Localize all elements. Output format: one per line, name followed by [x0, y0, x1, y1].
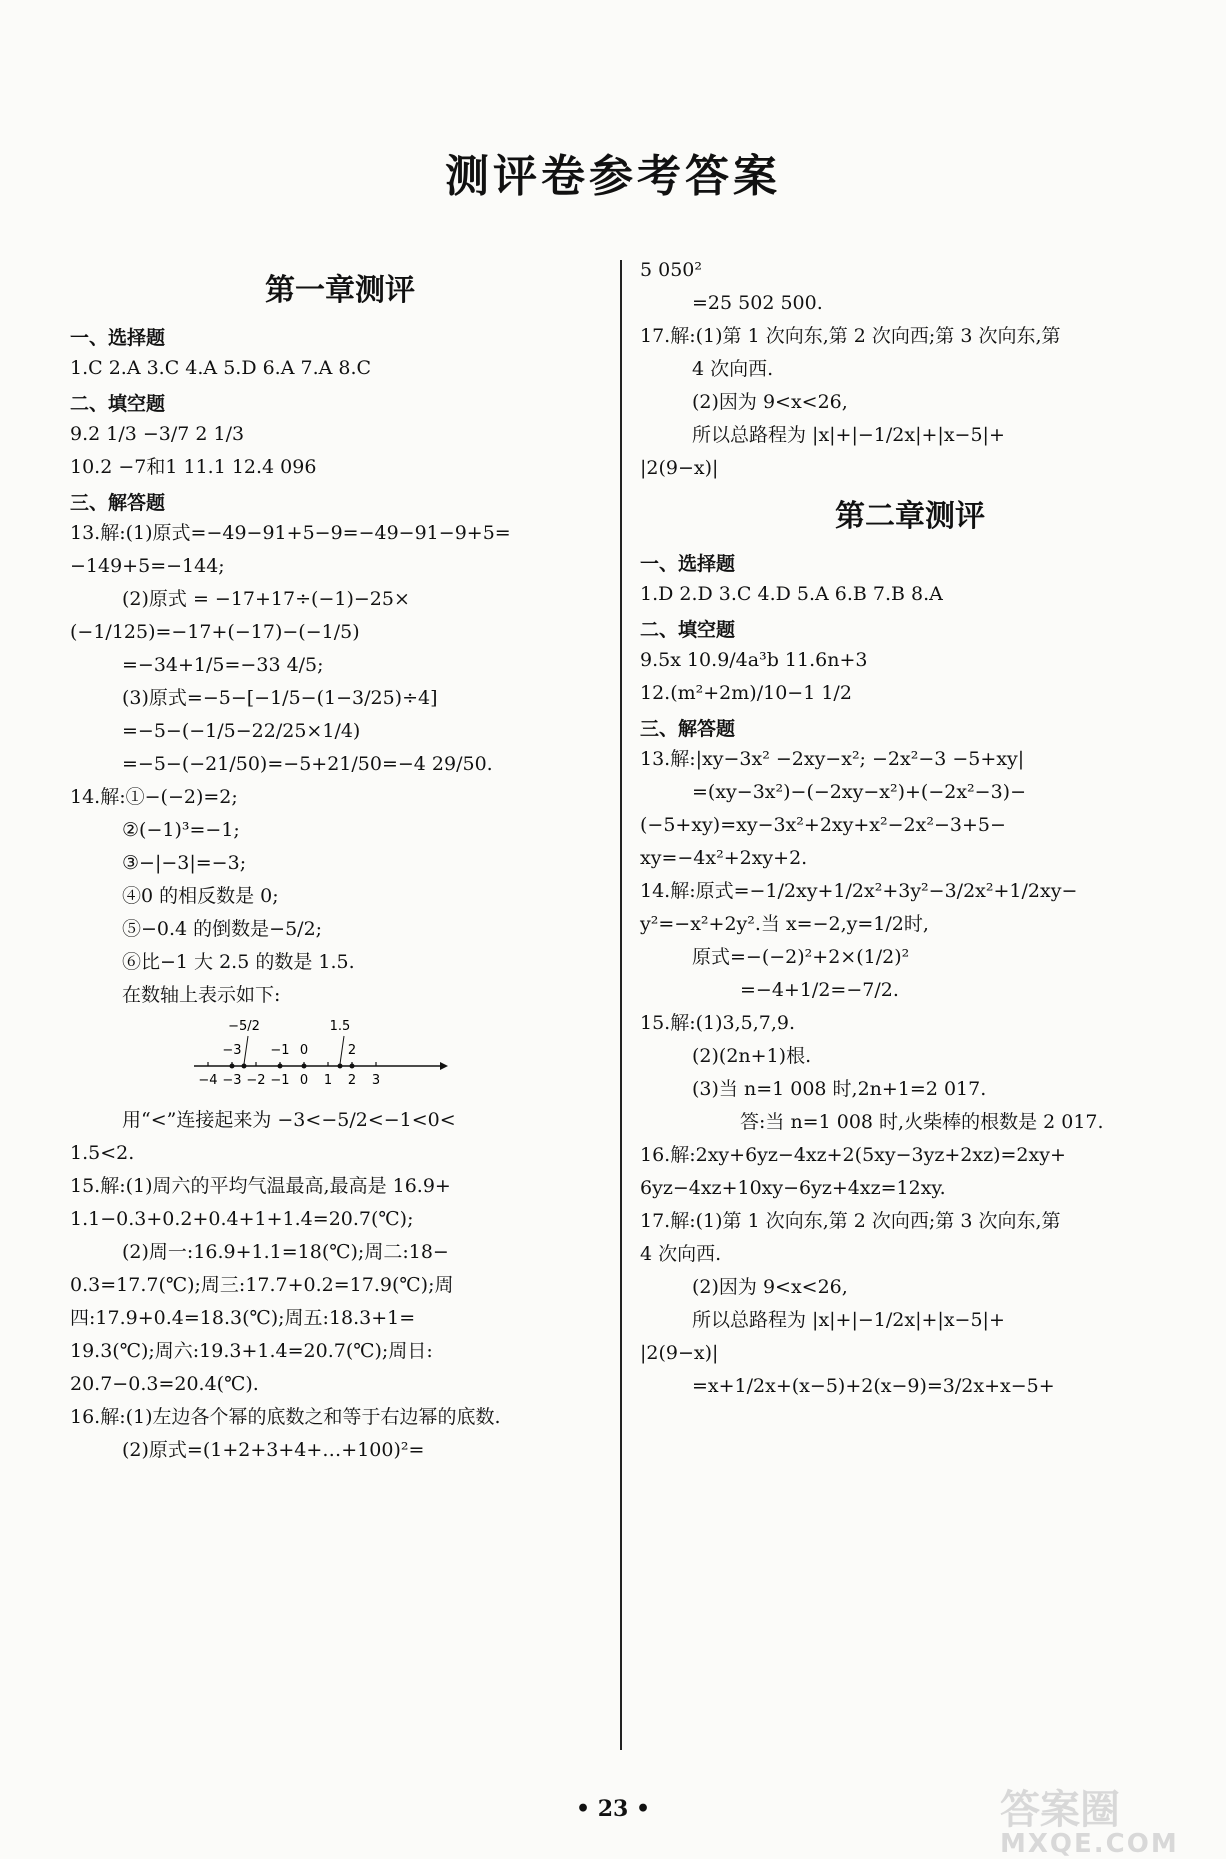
- answer-line: ③−|−3|=−3;: [122, 852, 247, 874]
- section-solve: 三、解答题: [70, 492, 166, 514]
- answer-line: =−5−(−1/5−22/25×1/4): [122, 720, 361, 742]
- number-line-point-label: 2: [347, 1043, 357, 1058]
- number-line-tick-label: 1: [323, 1073, 333, 1088]
- number-line-point-label: 0: [299, 1043, 309, 1058]
- chapter-2-heading: 第二章测评: [835, 499, 985, 534]
- answer-line: 4 次向西.: [640, 1243, 722, 1265]
- right-column: [640, 258, 1180, 1407]
- answer-line: (2)原式 = −17+17÷(−1)−25×: [122, 588, 410, 610]
- answer-line: 14.解:①−(−2)=2;: [70, 786, 238, 808]
- answer-line: xy=−4x²+2xy+2.: [640, 847, 808, 869]
- watermark-text: 答案圈: [1000, 1787, 1120, 1833]
- answer-line: 四:17.9+0.4=18.3(℃);周五:18.3+1=: [70, 1307, 416, 1329]
- number-line-arrow: [440, 1062, 448, 1070]
- answer-line: 1.1−0.3+0.2+0.4+1+1.4=20.7(℃);: [70, 1208, 414, 1230]
- number-line-tick-label: −1: [270, 1073, 290, 1088]
- answer-line: |2(9−x)|: [640, 457, 719, 479]
- answer-line: 9.2 1/3 −3/7 2 1/3: [70, 423, 245, 445]
- answer-line: (2)因为 9<x<26,: [692, 391, 848, 413]
- watermark-url: MXQE.COM: [1000, 1829, 1179, 1859]
- answer-line: y²=−x²+2y².当 x=−2,y=1/2时,: [640, 913, 929, 935]
- answer-line: =−34+1/5=−33 4/5;: [122, 654, 324, 676]
- number-line-point: [242, 1064, 247, 1069]
- answer-line: 0.3=17.7(℃);周三:17.7+0.2=17.9(℃);周: [70, 1274, 454, 1296]
- answer-line: 17.解:(1)第 1 次向东,第 2 次向西;第 3 次向东,第: [640, 1210, 1061, 1232]
- number-line-tick-label: 2: [347, 1073, 357, 1088]
- number-line-tick-label: 3: [371, 1073, 381, 1088]
- answer-line: 在数轴上表示如下:: [122, 984, 281, 1006]
- number-line-point: [350, 1064, 355, 1069]
- number-line-point: [302, 1064, 307, 1069]
- page-title: 测评卷参考答案: [445, 151, 781, 202]
- answer-line: 4 次向西.: [692, 358, 774, 380]
- left-column: [70, 255, 610, 1471]
- number-line-pointer: [244, 1036, 248, 1064]
- answer-line: 20.7−0.3=20.4(℃).: [70, 1373, 259, 1395]
- answer-line: 15.解:(1)3,5,7,9.: [640, 1012, 796, 1034]
- answer-line: =−4+1/2=−7/2.: [740, 979, 899, 1001]
- section-solve: 三、解答题: [640, 718, 736, 740]
- answer-line: ②(−1)³=−1;: [122, 819, 240, 841]
- answer-line: 12.(m²+2m)/10−1 1/2: [640, 682, 852, 704]
- section-choice: 一、选择题: [640, 553, 736, 575]
- answer-line: =x+1/2x+(x−5)+2(x−9)=3/2x+x−5+: [692, 1375, 1055, 1397]
- answer-line: (2)(2n+1)根.: [692, 1045, 812, 1067]
- answer-line: 1.D 2.D 3.C 4.D 5.A 6.B 7.B 8.A: [640, 583, 943, 605]
- answer-line: 1.C 2.A 3.C 4.A 5.D 6.A 7.A 8.C: [70, 357, 372, 379]
- number-line-point-label: 1.5: [329, 1019, 351, 1034]
- number-line-tick-label: −4: [198, 1073, 218, 1088]
- answer-line: =(xy−3x²)−(−2xy−x²)+(−2x²−3)−: [692, 781, 1027, 803]
- answer-line: (3)原式=−5−[−1/5−(1−3/25)÷4]: [122, 687, 438, 709]
- answer-line: (2)原式=(1+2+3+4+…+100)²=: [122, 1439, 425, 1461]
- answer-line: =25 502 500.: [692, 292, 823, 314]
- column-divider: [620, 260, 622, 1750]
- watermark-logo: [1000, 1778, 1179, 1859]
- chapter-1-heading: 第一章测评: [265, 273, 415, 308]
- answer-line: 10.2 −7和1 11.1 12.4 096: [70, 456, 317, 478]
- answer-line: 9.5x 10.9/4a³b 11.6n+3: [640, 649, 868, 671]
- answer-line: 1.5<2.: [70, 1142, 135, 1164]
- answer-line: ④0 的相反数是 0;: [122, 885, 279, 907]
- answer-line: 14.解:原式=−1/2xy+1/2x²+3y²−3/2x²+1/2xy−: [640, 880, 1078, 902]
- number-line-point: [278, 1064, 283, 1069]
- answer-line: ⑤−0.4 的倒数是−5/2;: [122, 918, 323, 940]
- answer-line: =−5−(−21/50)=−5+21/50=−4 29/50.: [122, 753, 493, 775]
- answer-line: 16.解:2xy+6yz−4xz+2(5xy−3yz+2xz)=2xy+: [640, 1144, 1066, 1166]
- answer-line: 6yz−4xz+10xy−6yz+4xz=12xy.: [640, 1177, 946, 1199]
- answer-line: 15.解:(1)周六的平均气温最高,最高是 16.9+: [70, 1175, 451, 1197]
- number-line-pointer: [340, 1036, 344, 1064]
- number-line-figure: [190, 1016, 450, 1100]
- section-fill: 二、填空题: [640, 619, 736, 641]
- answer-line: (−5+xy)=xy−3x²+2xy+x²−2x²−3+5−: [640, 814, 1006, 836]
- number-line-point: [338, 1064, 343, 1069]
- page-number: • 23 •: [575, 1796, 651, 1822]
- answer-line: 答:当 n=1 008 时,火柴棒的根数是 2 017.: [740, 1111, 1104, 1133]
- number-line-tick-label: 0: [299, 1073, 309, 1088]
- answer-line: (2)因为 9<x<26,: [692, 1276, 848, 1298]
- number-line-point-label: −5/2: [228, 1019, 260, 1034]
- number-line-point: [230, 1064, 235, 1069]
- answer-line: −149+5=−144;: [70, 555, 225, 577]
- answer-line: 所以总路程为 |x|+|−1/2x|+|x−5|+: [692, 1309, 1005, 1331]
- section-choice: 一、选择题: [70, 327, 166, 349]
- number-line-tick-label: −3: [222, 1073, 242, 1088]
- number-line-svg: [190, 1016, 450, 1100]
- answer-line: 用“<”连接起来为 −3<−5/2<−1<0<: [122, 1109, 456, 1131]
- answer-line: (3)当 n=1 008 时,2n+1=2 017.: [692, 1078, 987, 1100]
- answer-line: ⑥比−1 大 2.5 的数是 1.5.: [122, 951, 355, 973]
- answer-line: 所以总路程为 |x|+|−1/2x|+|x−5|+: [692, 424, 1005, 446]
- answer-line: 13.解:(1)原式=−49−91+5−9=−49−91−9+5=: [70, 522, 511, 544]
- answer-line: 5 050²: [640, 259, 703, 281]
- section-fill: 二、填空题: [70, 393, 166, 415]
- answer-line: 19.3(℃);周六:19.3+1.4=20.7(℃);周日:: [70, 1340, 433, 1362]
- number-line-tick-label: −2: [246, 1073, 266, 1088]
- answer-line: (2)周一:16.9+1.1=18(℃);周二:18−: [122, 1241, 449, 1263]
- answer-line: (−1/125)=−17+(−17)−(−1/5): [70, 621, 360, 643]
- answer-line: 16.解:(1)左边各个幂的底数之和等于右边幂的底数.: [70, 1406, 501, 1428]
- answer-line: 原式=−(−2)²+2×(1/2)²: [692, 946, 910, 968]
- answer-line: 13.解:|xy−3x² −2xy−x²; −2x²−3 −5+xy|: [640, 748, 1025, 770]
- answer-line: 17.解:(1)第 1 次向东,第 2 次向西;第 3 次向东,第: [640, 325, 1061, 347]
- number-line-point-label: −1: [270, 1043, 290, 1058]
- answer-line: |2(9−x)|: [640, 1342, 719, 1364]
- number-line-point-label: −3: [222, 1043, 242, 1058]
